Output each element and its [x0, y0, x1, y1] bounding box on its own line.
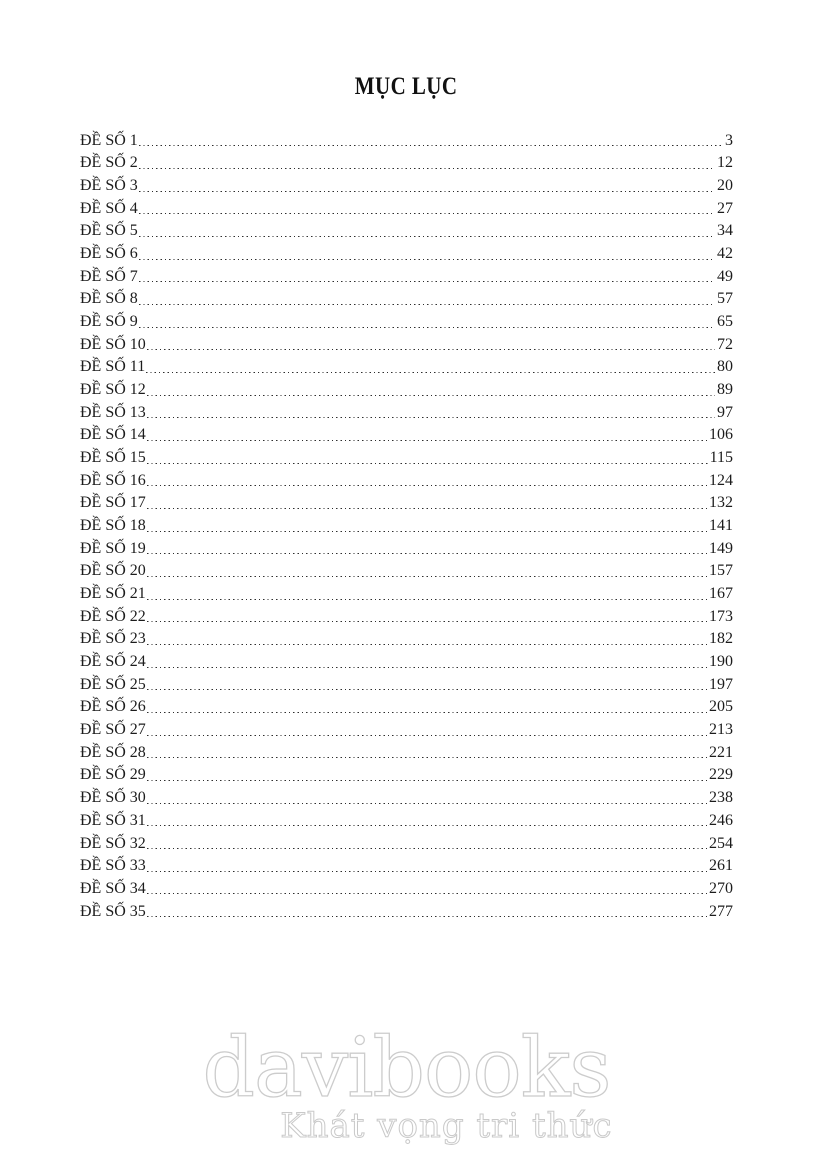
- toc-row: [80, 628, 733, 651]
- toc-entry-label: ĐỀ SỐ 4: [80, 199, 138, 217]
- toc-row: [80, 560, 733, 583]
- toc-entry-page: 132: [709, 494, 733, 512]
- toc-entry-page: 72: [717, 335, 733, 353]
- toc-entry-page: 80: [717, 358, 733, 376]
- dot-leader: [147, 378, 715, 401]
- toc-entry-page: 270: [709, 879, 733, 897]
- toc-entry-label: ĐỀ SỐ 13: [80, 403, 146, 421]
- dot-leader: [147, 424, 707, 447]
- toc-row: [80, 582, 733, 605]
- toc-entry-page: 57: [717, 290, 733, 308]
- toc-entry-page: 238: [709, 789, 733, 807]
- toc-entry-label: ĐỀ SỐ 17: [80, 494, 146, 512]
- toc-row: [80, 809, 733, 832]
- toc-entry-label: ĐỀ SỐ 12: [80, 381, 146, 399]
- toc-entry-label: ĐỀ SỐ 31: [80, 811, 146, 829]
- toc-entry-label: ĐỀ SỐ 34: [80, 879, 146, 897]
- dot-leader: [147, 855, 707, 878]
- toc-entry-label: ĐỀ SỐ 15: [80, 449, 146, 467]
- toc-entry-page: 3: [725, 131, 733, 149]
- watermark-tagline: Khát vọng tri thức: [280, 1106, 613, 1146]
- toc-entry-label: ĐỀ SỐ 29: [80, 766, 146, 784]
- toc-entry-label: ĐỀ SỐ 21: [80, 585, 146, 603]
- toc-entry-page: 173: [709, 607, 733, 625]
- toc-entry-page: 254: [709, 834, 733, 852]
- toc-entry-label: ĐỀ SỐ 24: [80, 653, 146, 671]
- toc-entry-page: 213: [709, 721, 733, 739]
- toc-row: [80, 514, 733, 537]
- toc-entry-page: 97: [717, 403, 733, 421]
- dot-leader: [147, 514, 707, 537]
- dot-leader: [147, 446, 708, 469]
- toc-row: [80, 673, 733, 696]
- toc-entry-label: ĐỀ SỐ 27: [80, 721, 146, 739]
- toc-entry-label: ĐỀ SỐ 25: [80, 675, 146, 693]
- toc-entry-label: ĐỀ SỐ 20: [80, 562, 146, 580]
- toc-entry-label: ĐỀ SỐ 19: [80, 539, 146, 557]
- toc-row: [80, 855, 733, 878]
- toc-entry-label: ĐỀ SỐ 18: [80, 517, 146, 535]
- toc-entry-page: 124: [709, 471, 733, 489]
- dot-leader: [147, 809, 707, 832]
- toc-entry-label: ĐỀ SỐ 28: [80, 743, 146, 761]
- toc-row: [80, 492, 733, 515]
- toc-row: [80, 446, 733, 469]
- dot-leader: [147, 832, 707, 855]
- dot-leader: [139, 129, 723, 152]
- toc-entry-page: 115: [709, 449, 733, 467]
- toc-row: [80, 650, 733, 673]
- toc-entry-label: ĐỀ SỐ 8: [80, 290, 138, 308]
- toc-row: [80, 152, 733, 175]
- page-title: [0, 0, 813, 100]
- toc-row: [80, 265, 733, 288]
- dot-leader: [139, 197, 715, 220]
- toc-entry-label: ĐỀ SỐ 1: [80, 131, 138, 149]
- dot-leader: [147, 900, 707, 923]
- dot-leader: [147, 673, 707, 696]
- toc-entry-page: 149: [709, 539, 733, 557]
- toc-row: [80, 832, 733, 855]
- toc-row: [80, 356, 733, 379]
- toc-row: [80, 378, 733, 401]
- dot-leader: [147, 764, 707, 787]
- toc-entry-label: ĐỀ SỐ 32: [80, 834, 146, 852]
- dot-leader: [147, 718, 707, 741]
- toc-row: [80, 220, 733, 243]
- toc-row: [80, 401, 733, 424]
- toc-row: [80, 424, 733, 447]
- dot-leader: [139, 265, 715, 288]
- toc-entry-label: ĐỀ SỐ 23: [80, 630, 146, 648]
- toc-entry-label: ĐỀ SỐ 14: [80, 426, 146, 444]
- dot-leader: [147, 650, 707, 673]
- dot-leader: [139, 242, 715, 265]
- toc-entry-page: 89: [717, 381, 733, 399]
- toc-row: [80, 877, 733, 900]
- toc-entry-page: 42: [717, 245, 733, 263]
- toc-entry-page: 167: [709, 585, 733, 603]
- toc-row: [80, 469, 733, 492]
- toc-entry-label: ĐỀ SỐ 9: [80, 313, 138, 331]
- dot-leader: [139, 288, 715, 311]
- dot-leader: [147, 469, 707, 492]
- toc-row: [80, 129, 733, 152]
- toc-row: [80, 696, 733, 719]
- watermark-brand: davibooks: [202, 1021, 611, 1116]
- dot-leader: [139, 310, 715, 333]
- toc-entry-page: 20: [717, 177, 733, 195]
- toc-entry-label: ĐỀ SỐ 2: [80, 154, 138, 172]
- toc-row: [80, 310, 733, 333]
- toc-entry-page: 65: [717, 313, 733, 331]
- dot-leader: [147, 741, 707, 764]
- toc-entry-label: ĐỀ SỐ 11: [80, 358, 146, 376]
- toc-entry-page: 141: [709, 517, 733, 535]
- toc-entry-label: ĐỀ SỐ 33: [80, 857, 146, 875]
- toc-entry-label: ĐỀ SỐ 22: [80, 607, 146, 625]
- toc-row: [80, 741, 733, 764]
- toc-entry-label: ĐỀ SỐ 16: [80, 471, 146, 489]
- toc-row: [80, 718, 733, 741]
- dot-leader: [146, 356, 715, 379]
- toc-row: [80, 764, 733, 787]
- dot-leader: [147, 628, 707, 651]
- toc-row: [80, 197, 733, 220]
- dot-leader: [147, 877, 707, 900]
- toc-row: [80, 537, 733, 560]
- toc-entry-label: ĐỀ SỐ 6: [80, 245, 138, 263]
- dot-leader: [139, 220, 715, 243]
- toc-row: [80, 900, 733, 923]
- toc-entry-page: 27: [717, 199, 733, 217]
- dot-leader: [139, 174, 715, 197]
- toc-entry-page: 261: [709, 857, 733, 875]
- toc-row: [80, 288, 733, 311]
- toc-entry-label: ĐỀ SỐ 35: [80, 902, 146, 920]
- dot-leader: [147, 786, 707, 809]
- toc-entry-label: ĐỀ SỐ 3: [80, 177, 138, 195]
- toc-entry-page: 34: [717, 222, 733, 240]
- toc-entry-page: 221: [709, 743, 733, 761]
- toc-entry-page: 157: [709, 562, 733, 580]
- toc-entry-label: ĐỀ SỐ 26: [80, 698, 146, 716]
- dot-leader: [139, 152, 715, 175]
- toc-entry-page: 49: [717, 267, 733, 285]
- toc-entry-label: ĐỀ SỐ 10: [80, 335, 146, 353]
- dot-leader: [147, 333, 715, 356]
- toc-row: [80, 786, 733, 809]
- toc-list: [80, 129, 733, 923]
- toc-entry-page: 106: [709, 426, 733, 444]
- toc-entry-page: 246: [709, 811, 733, 829]
- toc-row: [80, 333, 733, 356]
- toc-entry-page: 190: [709, 653, 733, 671]
- page-title-text: MỤC LỤC: [355, 73, 458, 100]
- dot-leader: [147, 401, 715, 424]
- toc-row: [80, 605, 733, 628]
- dot-leader: [147, 560, 707, 583]
- toc-row: [80, 174, 733, 197]
- dot-leader: [147, 582, 707, 605]
- toc-entry-page: 197: [709, 675, 733, 693]
- toc-entry-label: ĐỀ SỐ 5: [80, 222, 138, 240]
- dot-leader: [147, 492, 707, 515]
- toc-entry-label: ĐỀ SỐ 7: [80, 267, 138, 285]
- toc-entry-page: 229: [709, 766, 733, 784]
- watermark: [197, 1021, 617, 1146]
- toc-entry-page: 182: [709, 630, 733, 648]
- dot-leader: [147, 696, 707, 719]
- toc-row: [80, 242, 733, 265]
- toc-entry-page: 205: [709, 698, 733, 716]
- toc-entry-label: ĐỀ SỐ 30: [80, 789, 146, 807]
- toc-entry-page: 12: [717, 154, 733, 172]
- dot-leader: [147, 605, 707, 628]
- dot-leader: [147, 537, 707, 560]
- toc-entry-page: 277: [709, 902, 733, 920]
